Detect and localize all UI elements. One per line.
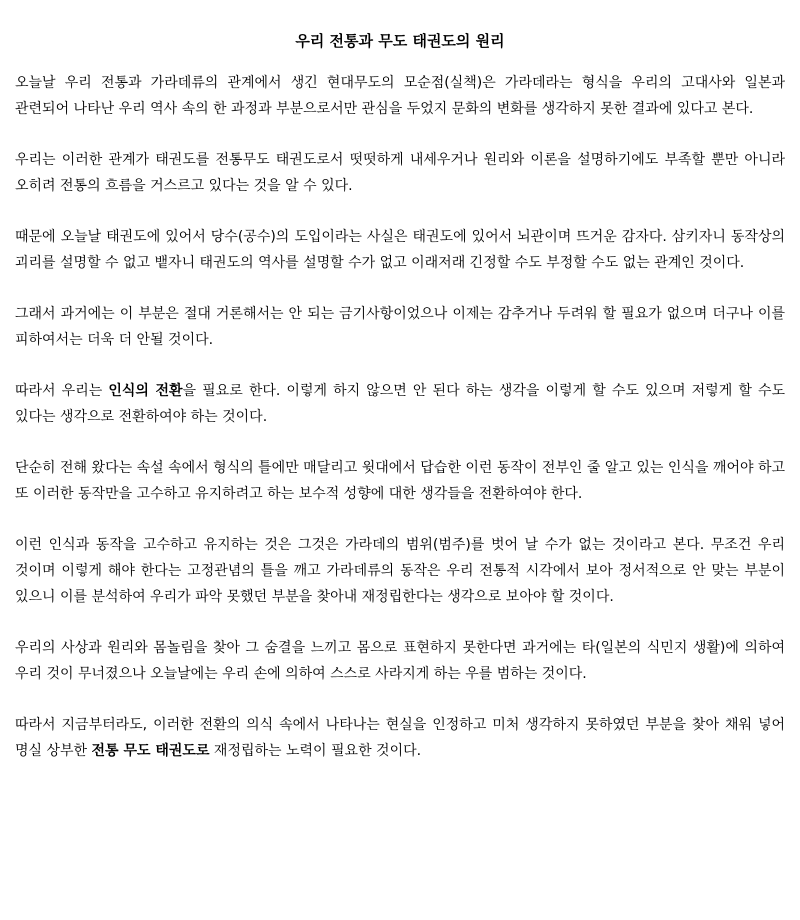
paragraph-2: 우리는 이러한 관계가 태권도를 전통무도 태권도로서 떳떳하게 내세우거나 원리와 이론을 설명하기에도 부족할 뿐만 아니라 오히려 전통의 흐름을 거스르고 있다는 것을 알 수 있다.: [15, 152, 785, 194]
paragraph-4: 그래서 과거에는 이 부분은 절대 거론해서는 안 되는 금기사항이었으나 이제는 감추거나 두려워 할 필요가 없으며 더구나 이를 피하여서는 더욱 더 안될 것이다.: [15, 306, 785, 348]
paragraph-9-post: 재정립하는 노력이 필요한 것이다.: [209, 743, 422, 759]
paragraph-9: [15, 712, 785, 764]
paragraph-3: 때문에 오늘날 태권도에 있어서 당수(공수)의 도입이라는 사실은 태권도에 있어서 뇌관이며 뜨거운 감자다. 삼키자니 동작상의 괴리를 설명할 수 없고 뱉자니 태권도의 역사를 설명할 수가 없고 이래저래 긴정할 수도 부정할 수도 없는 관계인 것이다.: [15, 229, 785, 271]
paragraph-8: 우리의 사상과 원리와 몸놀림을 찾아 그 숨결을 느끼고 몸으로 표현하지 못한다면 과거에는 타(일본의 식민지 생활)에 의하여 우리 것이 무너졌으나 오늘날에는 우리 손에 의하여 스스로 사라지게 하는 우를 범하는 것이다.: [15, 640, 785, 682]
paragraph-1: 오늘날 우리 전통과 가라데류의 관계에서 생긴 현대무도의 모순점(실책)은 가라데라는 형식을 우리의 고대사와 일본과 관련되어 나타난 우리 역사 속의 한 과정과 부분으로서만 관심을 두었지 문화의 변화를 생각하지 못한 결과에 있다고 본다.: [15, 75, 785, 117]
paragraph-5-post: 을 필요로 한다. 이렇게 하지 않으면 안 된다 하는 생각을 이렇게 할 수도 있으며 저렇게 할 수도 있다는 생각으로 전환하여야 하는 것이다.: [15, 383, 786, 425]
paragraph-7: 이런 인식과 동작을 고수하고 유지하는 것은 그것은 가라데의 범위(범주)를 벗어 날 수가 없는 것이라고 본다. 무조건 우리 것이며 이렇게 해야 한다는 고정관념의 틀을 깨고 가라데류의 동작은 우리 전통적 시각에서 보아 정서적으로 안 맞는 부분이 있으니 이를 분석하여 우리가 파악 못했던 부분을 찾아내 재정립한다는 생각으로 보아야 할 것이다.: [15, 537, 785, 605]
emphasis-recognition-shift: 인식의 전환: [108, 383, 183, 399]
paragraph-5-pre: 따라서 우리는: [15, 383, 109, 399]
paragraph-9-pre: 따라서 지금부터라도, 이러한 전환의 의식 속에서 나타나는 현실을 인정하고 미처 생각하지 못하였던 부분을 찾아 채워 넣어 명실 상부한: [15, 717, 785, 759]
paragraph-6: 단순히 전해 왔다는 속설 속에서 형식의 틀에만 매달리고 윗대에서 답습한 이런 동작이 전부인 줄 알고 있는 인식을 깨어야 하고 또 이러한 동작만을 고수하고 유지하려고 하는 보수적 성향에 대한 생각들을 전환하여야 한다.: [15, 460, 785, 502]
emphasis-traditional-taekwondo: 전통 무도 태권도로: [91, 743, 210, 759]
document-title: 우리 전통과 무도 태권도의 원리: [295, 32, 505, 50]
paragraph-5: [15, 378, 785, 430]
